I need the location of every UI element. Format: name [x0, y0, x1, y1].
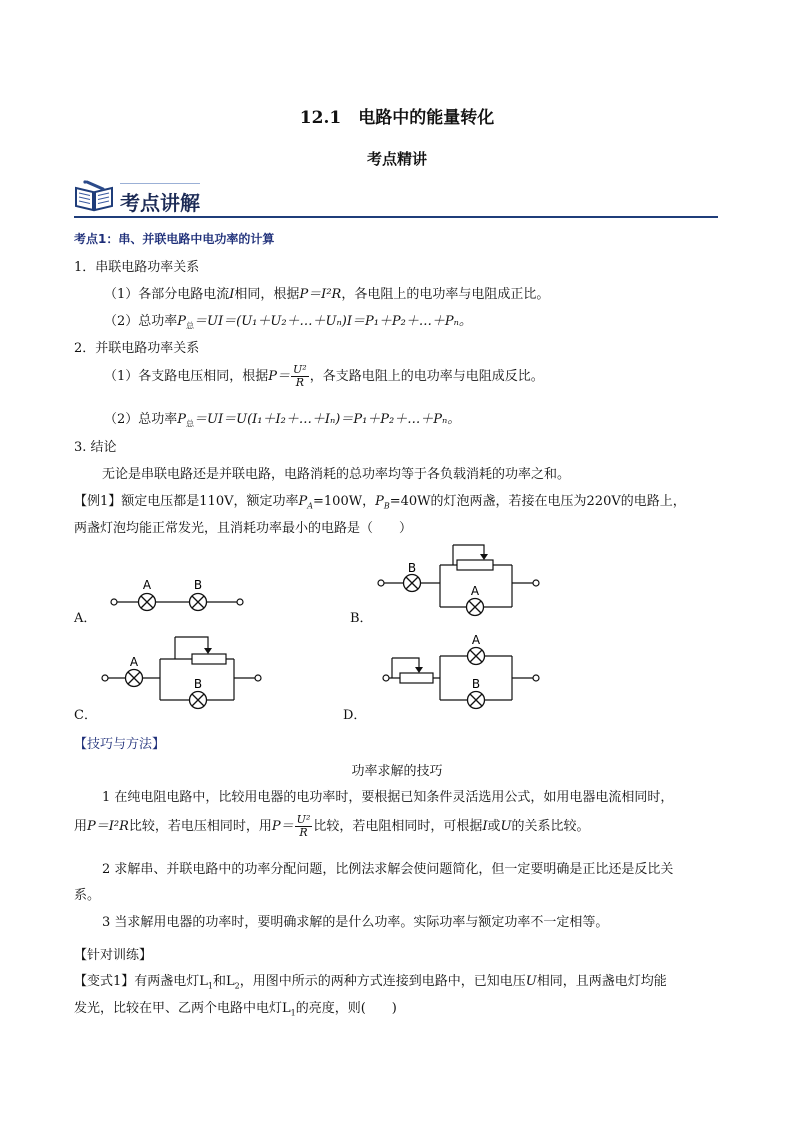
example-line-2: 两盏灯泡均能正常发光，且消耗功率最小的电路是（ ） [74, 521, 413, 536]
parallel-item-2: （2）总功率$P_总=UI=U(I_1+I_2+\dots+I_n)=P_1+P_2+\dots+P_n$。 [104, 412, 461, 429]
lamp-label: A [471, 633, 481, 647]
tips-p3: 3 当求解用电器的功率时，要明确求解的是什么功率。实际功率与额定功率不一定相等。 [102, 915, 609, 930]
circuit-c [102, 637, 261, 709]
lamp-label: A [129, 655, 139, 669]
lamp-label: B [471, 677, 481, 691]
lamp-a-in-a [139, 594, 156, 611]
lamp-label: B [193, 677, 203, 691]
tips-center-title: 功率求解的技巧 [351, 764, 443, 779]
circuit-options [70, 535, 730, 725]
option-b-label: B． [350, 611, 373, 626]
series-item-1: （1）各部分电路电流I相同，根据P＝I²R，各电阻上的电功率与电阻成正比。 [104, 287, 550, 302]
parallel-item-1: （1）各支路电压相同，根据P＝ $\frac{\text{U²}}{R}$ ，各支路电阻上的电功率与电阻成反比。 [104, 363, 544, 389]
conclusion-heading: 3. 结论 [74, 440, 117, 455]
lamp-b-in-a [190, 594, 207, 611]
option-c-label: C． [74, 708, 97, 723]
option-a-label: A． [74, 611, 97, 626]
tips-p2-line2: 系。 [74, 888, 101, 903]
page-title: 12.1 电路中的能量转化 [299, 108, 495, 128]
banner-top-rule [120, 183, 200, 184]
example-line-1: 【例1】额定电压都是110V，额定功率$P_A=100W$，$P_B=40W$的灯泡两盏，若接在电压为220V的电路上， [74, 494, 686, 511]
option-d-label: D． [343, 708, 367, 723]
terminal-a-right [237, 599, 243, 605]
training-heading: 【针对训练】 [74, 948, 153, 963]
lamp-label: B [407, 561, 417, 575]
training-line-1: 【变式1】有两盏电灯$L_1$和$L_2$，用图中所示的两种方式连接到电路中，已知电压U相同，且两盏电灯均能 [74, 974, 667, 991]
resistor-c [192, 654, 226, 664]
circuit-d [383, 633, 539, 709]
kaodian-label: 考点1：串、并联电路中电功率的计算 [74, 232, 275, 246]
tips-p2-line1: 2 求解串、并联电路中的功率分配问题，比例法求解会使问题简化，但一定要明确是正比还是反比关 [102, 862, 674, 877]
tips-p1-line1: 1 在纯电阻电路中，比较用电器的电功率时，要根据已知条件灵活选用公式，如用电器电流相同时， [102, 790, 674, 805]
lamp-label: A [470, 584, 480, 598]
resistor-d [400, 673, 433, 683]
parallel-heading: 2．并联电路功率关系 [74, 341, 200, 356]
training-line-2: 发光，比较在甲、乙两个电路中电灯$L_1$的亮度，则( ) [74, 1001, 397, 1018]
circuit-b [378, 545, 539, 616]
tips-heading: 【技巧与方法】 [74, 737, 166, 752]
series-item-2: （2）总功率$P_总=UI=(U_1+U_2+\dots+U_n)I=P_1+P_2+\dots+P_n$。 [104, 314, 472, 331]
book-icon [73, 180, 115, 214]
page-subtitle: 考点精讲 [366, 150, 427, 168]
lamp-label: B [193, 578, 203, 592]
tips-p1-line2: 用P＝I²R比较，若电压相同时，用P＝ $\frac{\text{U²}}{R}$ 比较，若电阻相同时，可根据I或U的关系比较。 [74, 813, 590, 839]
series-heading: 1．串联电路功率关系 [74, 260, 200, 275]
resistor-b [457, 560, 493, 570]
banner-rule [74, 216, 718, 218]
terminal-a-left [111, 599, 117, 605]
conclusion-text: 无论是串联电路还是并联电路，电路消耗的总功率均等于各负载消耗的功率之和。 [102, 467, 571, 482]
circuit-a [111, 578, 243, 611]
banner-title: 考点讲解 [120, 191, 200, 215]
lamp-label: A [142, 578, 152, 592]
